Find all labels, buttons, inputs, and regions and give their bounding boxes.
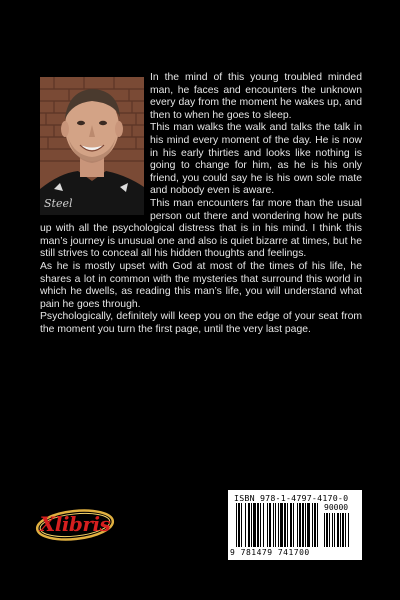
svg-text:Steel: Steel [44,197,73,210]
barcode-addon-number: 90000 [324,503,349,512]
barcode-bars [234,503,358,549]
barcode-digits: 9 781479 741700 [230,548,310,557]
publisher-name: Xlibris [39,512,111,536]
blurb-paragraph: Psychologically, definitely will keep you on the edge of your seat from the moment you turn the first page, until the very last page. [40,311,362,335]
back-cover-blurb [40,72,362,336]
isbn-barcode [228,490,362,560]
blurb-paragraph: In the mind of this young troubled minded man, he faces and encounters the unknown every day from the moment he wakes up, and then to when he goes to sleep. [150,72,362,121]
blurb-paragraph: This man encounters far more than the usual person out there and wondering how he puts up with all the psychological distress that is in his mind. I think this man’s journey is unusual one and also is quiet bizarre at times, but he still strives to conceal all his hidden thoughts and feelings. [40,197,362,260]
blurb-paragraph: This man walks the walk and talks the talk in his mind every moment of the day. He is now in his early thirties and looks like nothing is going to change for him, as he is his only friend, you could say he is his own sole mate and nobody even is aware. [150,122,362,197]
xlibris-logo [34,506,116,544]
isbn-number: ISBN 978-1-4797-4170-0 [234,493,349,503]
blurb-paragraph: As he is mostly upset with God at most of the times of his life, he shares a lot in common with the mysteries that surround this world in which he dwells, as reading this man’s life, you will understand what pain he goes through. [40,260,362,310]
